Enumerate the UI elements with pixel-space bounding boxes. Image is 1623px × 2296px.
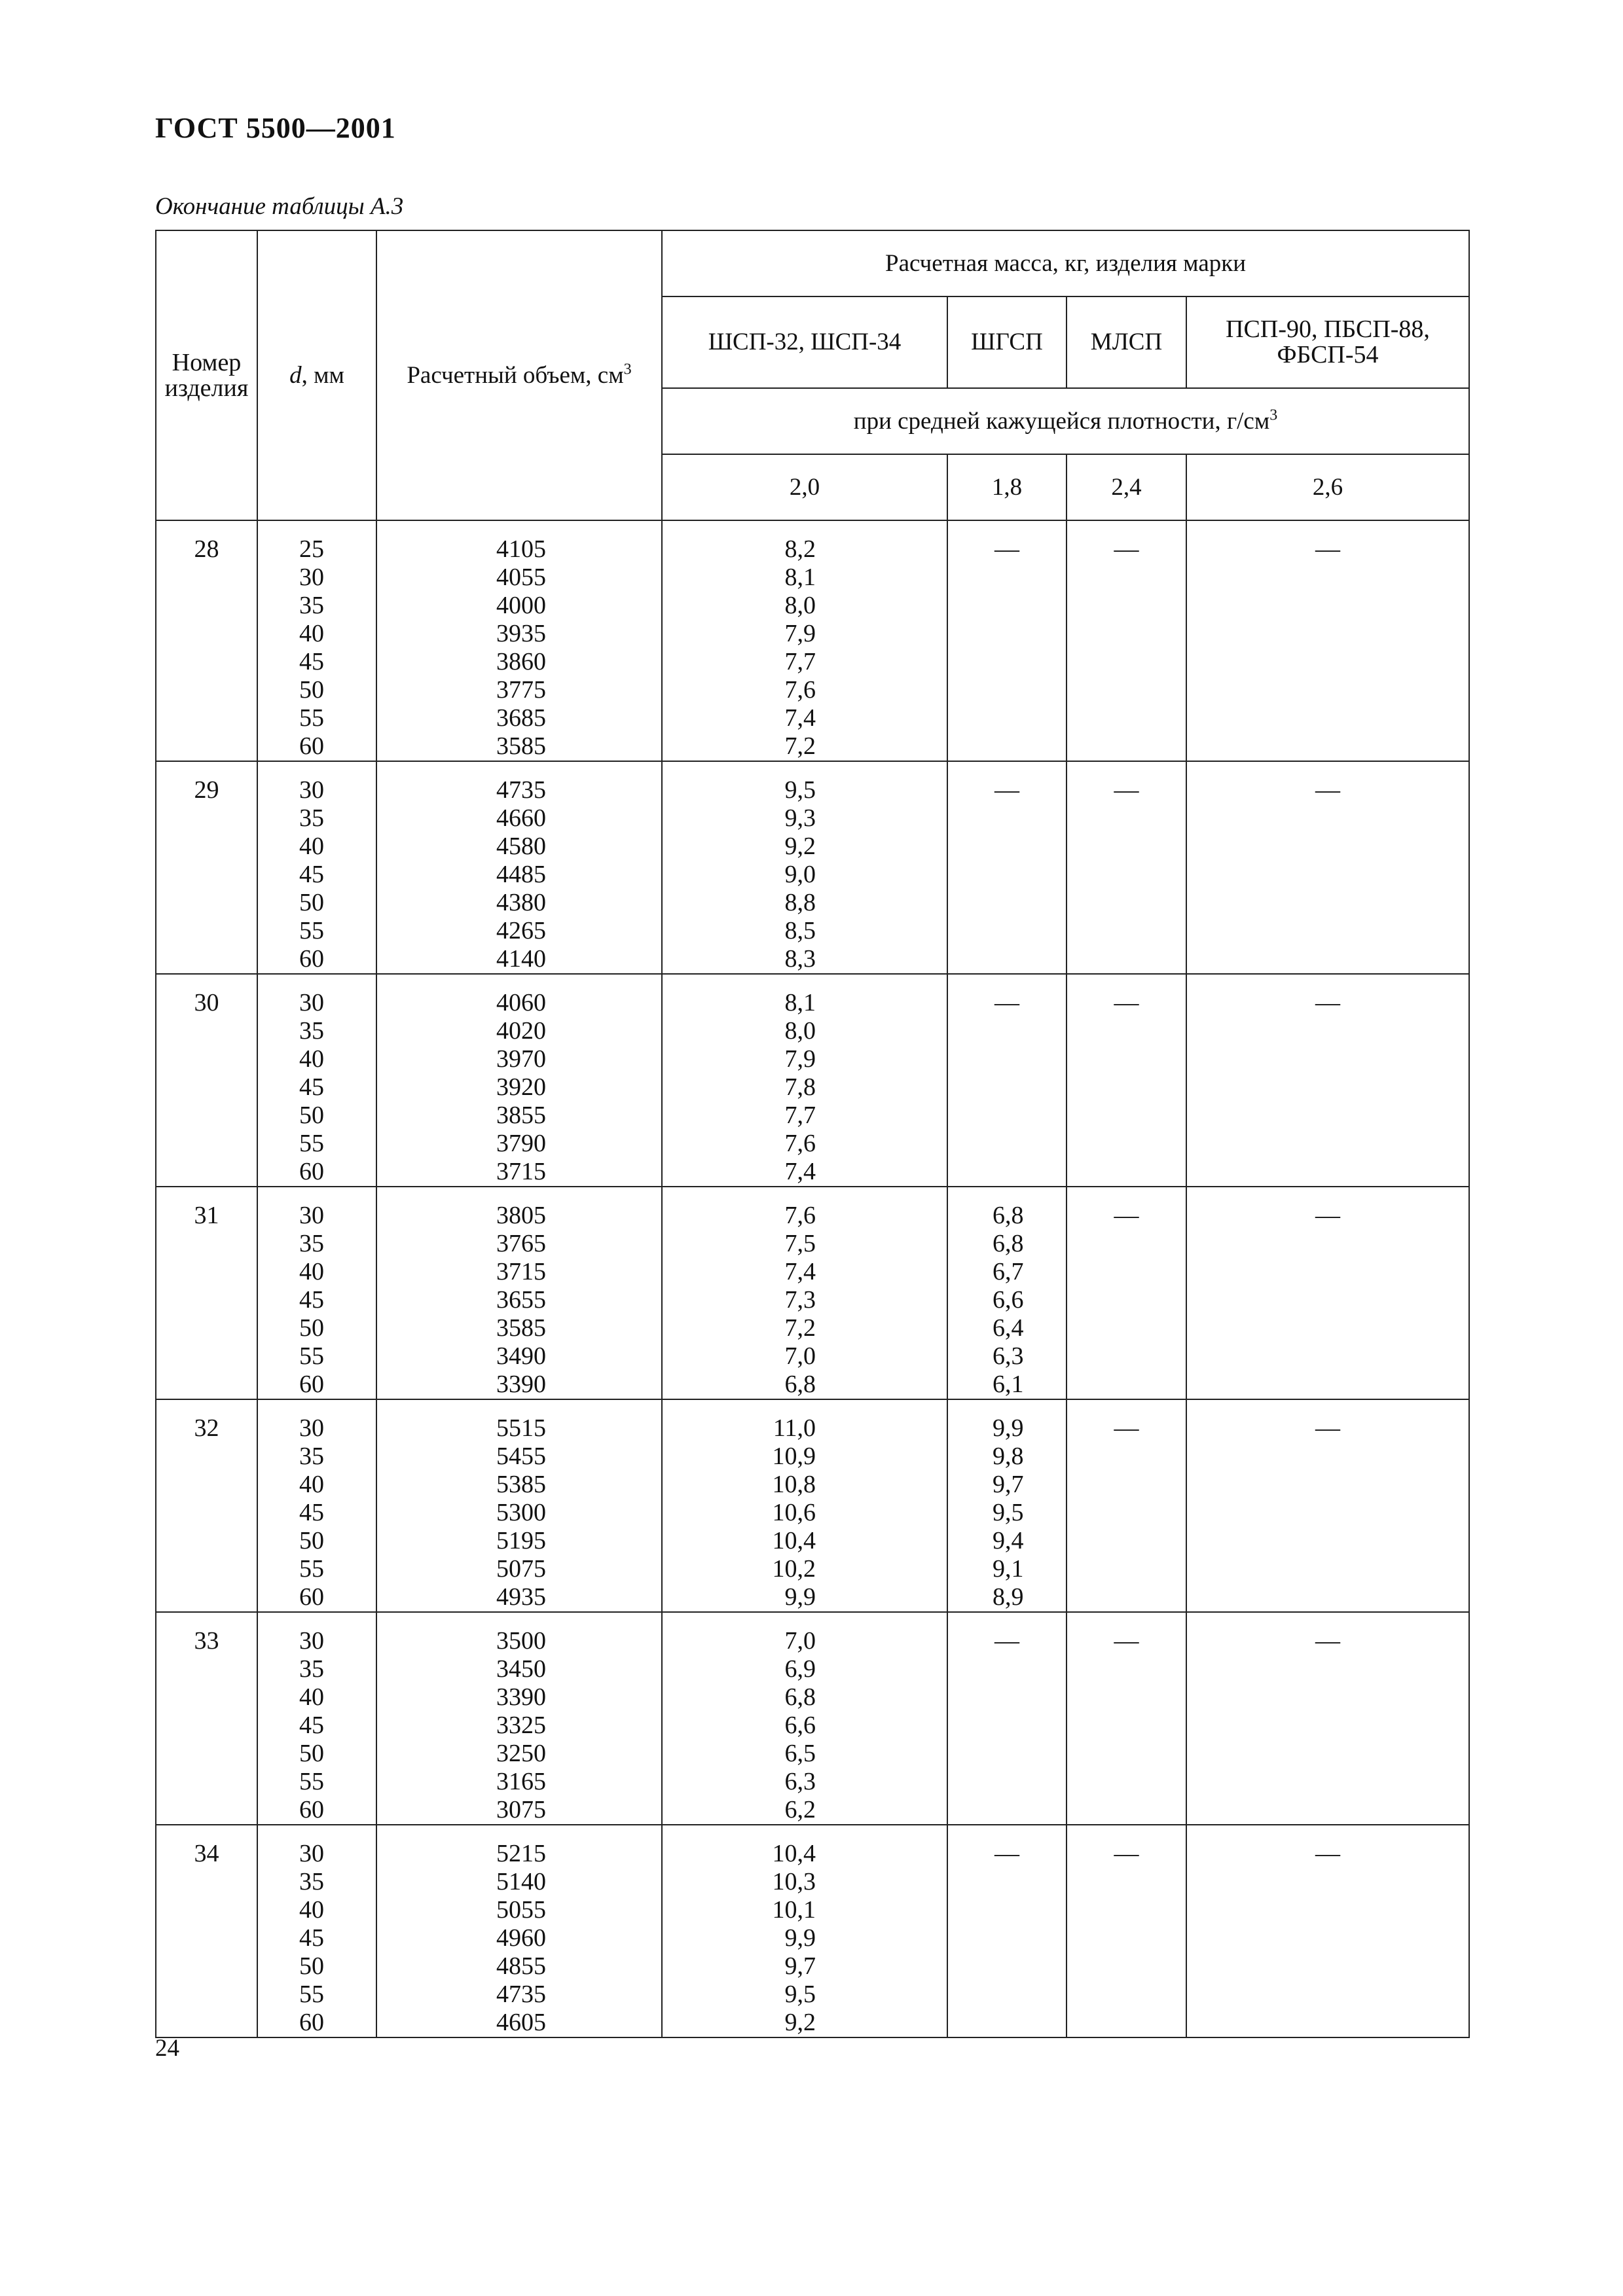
col-header-number: Номер изделия <box>156 230 257 520</box>
mass-values-psp: — <box>1186 974 1469 1187</box>
mass-values-shsp: 7,0 6,9 6,8 6,6 6,5 6,3 6,2 <box>662 1612 947 1825</box>
item-number: 33 <box>156 1612 257 1825</box>
d-values: 30 35 40 45 50 55 60 <box>257 1612 376 1825</box>
volume-values: 4105 4055 4000 3935 3860 3775 3685 3585 <box>376 520 662 761</box>
col-header-brand-mlsp: МЛСП <box>1067 296 1186 388</box>
item-number: 34 <box>156 1825 257 2037</box>
mass-values-mlsp: — <box>1067 1187 1186 1399</box>
mass-values-mlsp: — <box>1067 1399 1186 1612</box>
mass-values-shsp: 11,0 10,9 10,8 10,6 10,4 10,2 9,9 <box>662 1399 947 1612</box>
mass-values-mlsp: — <box>1067 974 1186 1187</box>
d-values: 30 35 40 45 50 55 60 <box>257 1825 376 2037</box>
mass-values-psp: — <box>1186 1825 1469 2037</box>
density-value-4: 2,6 <box>1186 454 1469 520</box>
col-header-mass: Расчетная масса, кг, изделия марки <box>662 230 1469 296</box>
mass-values-psp: — <box>1186 520 1469 761</box>
mass-values-shgsp: — <box>947 761 1067 974</box>
table-row <box>156 761 1469 974</box>
col-header-brand-psp: ПСП-90, ПБСП-88, ФБСП-54 <box>1186 296 1469 388</box>
mass-values-mlsp: — <box>1067 1612 1186 1825</box>
item-number: 31 <box>156 1187 257 1399</box>
table-row <box>156 974 1469 1187</box>
item-number: 30 <box>156 974 257 1187</box>
col-header-volume: Расчетный объем, $см^3$ <box>376 230 662 520</box>
density-value-1: 2,0 <box>662 454 947 520</box>
mass-values-shgsp: — <box>947 1612 1067 1825</box>
table-row <box>156 1399 1469 1612</box>
d-values: 30 35 40 45 50 55 60 <box>257 1399 376 1612</box>
item-number: 29 <box>156 761 257 974</box>
mass-values-shgsp: 6,8 6,8 6,7 6,6 6,4 6,3 6,1 <box>947 1187 1067 1399</box>
density-value-2: 1,8 <box>947 454 1067 520</box>
volume-values: 3500 3450 3390 3325 3250 3165 3075 <box>376 1612 662 1825</box>
volume-values: 3805 3765 3715 3655 3585 3490 3390 <box>376 1187 662 1399</box>
item-number: 32 <box>156 1399 257 1612</box>
mass-values-psp: — <box>1186 761 1469 974</box>
page-number: 24 <box>155 2035 179 2062</box>
d-values: 30 35 40 45 50 55 60 <box>257 761 376 974</box>
table-row <box>156 520 1469 761</box>
mass-values-mlsp: — <box>1067 761 1186 974</box>
mass-values-shgsp: — <box>947 520 1067 761</box>
mass-values-shsp: 8,1 8,0 7,9 7,8 7,7 7,6 7,4 <box>662 974 947 1187</box>
table-row <box>156 1612 1469 1825</box>
mass-values-shsp: 9,5 9,3 9,2 9,0 8,8 8,5 8,3 <box>662 761 947 974</box>
d-values: 25 30 35 40 45 50 55 60 <box>257 520 376 761</box>
mass-values-shgsp: — <box>947 974 1067 1187</box>
item-number: 28 <box>156 520 257 761</box>
mass-values-psp: — <box>1186 1612 1469 1825</box>
document-id: ГОСТ 5500—2001 <box>155 112 396 144</box>
volume-values: 5515 5455 5385 5300 5195 5075 4935 <box>376 1399 662 1612</box>
mass-values-mlsp: — <box>1067 1825 1186 2037</box>
volume-values: 4060 4020 3970 3920 3855 3790 3715 <box>376 974 662 1187</box>
mass-values-shgsp: — <box>947 1825 1067 2037</box>
mass-values-shgsp: 9,9 9,8 9,7 9,5 9,4 9,1 8,9 <box>947 1399 1067 1612</box>
d-values: 30 35 40 45 50 55 60 <box>257 974 376 1187</box>
col-header-density: при средней кажущейся плотности, $г/см^3$ <box>662 388 1469 454</box>
col-header-d: d, мм <box>257 230 376 520</box>
mass-values-shsp: 10,4 10,3 10,1 9,9 9,7 9,5 9,2 <box>662 1825 947 2037</box>
density-value-3: 2,4 <box>1067 454 1186 520</box>
volume-values: 5215 5140 5055 4960 4855 4735 4605 <box>376 1825 662 2037</box>
mass-values-psp: — <box>1186 1187 1469 1399</box>
header-row-1 <box>156 230 1469 296</box>
table-row <box>156 1825 1469 2037</box>
mass-values-psp: — <box>1186 1399 1469 1612</box>
mass-values-shsp: 8,2 8,1 8,0 7,9 7,7 7,6 7,4 7,2 <box>662 520 947 761</box>
table-caption: Окончание таблицы А.3 <box>155 193 404 220</box>
table-row <box>156 1187 1469 1399</box>
mass-values-mlsp: — <box>1067 520 1186 761</box>
col-header-brand-shgsp: ШГСП <box>947 296 1067 388</box>
col-header-brand-shsp: ШСП-32, ШСП-34 <box>662 296 947 388</box>
d-values: 30 35 40 45 50 55 60 <box>257 1187 376 1399</box>
mass-table <box>155 230 1470 2038</box>
mass-values-shsp: 7,6 7,5 7,4 7,3 7,2 7,0 6,8 <box>662 1187 947 1399</box>
volume-values: 4735 4660 4580 4485 4380 4265 4140 <box>376 761 662 974</box>
